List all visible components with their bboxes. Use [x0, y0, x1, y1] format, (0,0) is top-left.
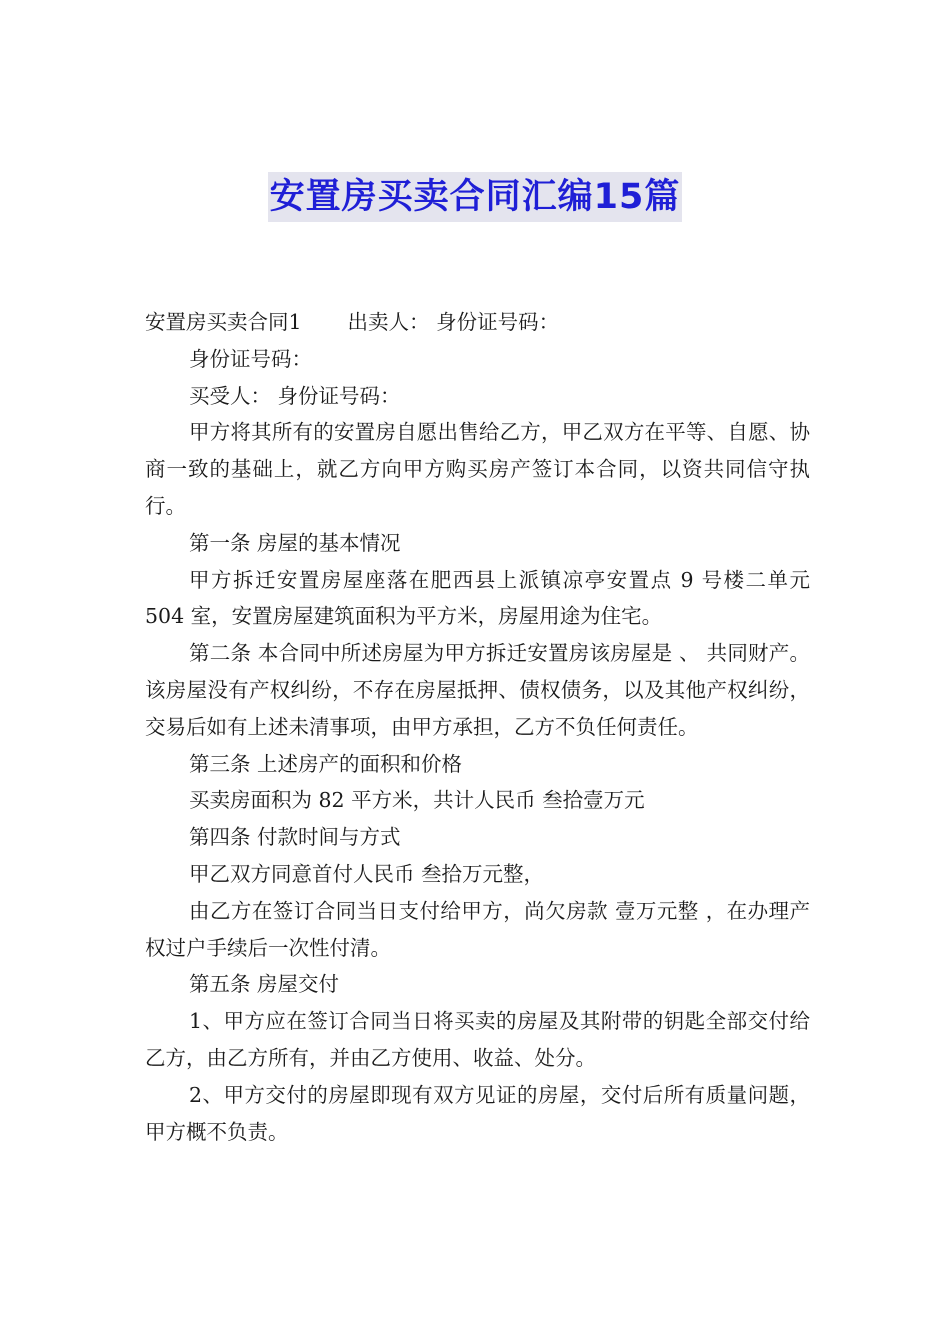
paragraph: 身份证号码： [189, 346, 312, 371]
paragraph: 甲方拆迁安置房屋座落在肥西县上派镇凉亭安置点 9 号楼二单元 504 室，安置房屋建筑面积为平方米，房屋用途为住宅。 [145, 567, 810, 629]
contract-heading-line [145, 304, 810, 341]
seller-id-label: 身份证号码： [436, 310, 560, 334]
paragraph: 买受人： 身份证号码： [189, 383, 401, 408]
section-heading: 第二条 本合同中所述房屋为甲方拆迁安置房该房屋是 、 共同财产。该房屋没有产权纠纷，不存在房屋抵押、债权债务，以及其他产权纠纷，交易后如有上述未清事项，由甲方承担，乙方不负任何责任。 [145, 641, 810, 739]
title-container [0, 172, 950, 222]
paragraph: 甲乙双方同意首付人民币 叁拾万元整， [189, 861, 545, 886]
section-heading: 第三条 上述房产的面积和价格 [189, 751, 463, 776]
contract-label: 安置房买卖合同1 [145, 310, 302, 334]
paragraph: 由乙方在签订合同当日支付给甲方，尚欠房款 壹万元整 ，在办理产权过户手续后一次性付清。 [145, 898, 810, 960]
paragraph: 买卖房面积为 82 平方米，共计人民币 叁拾壹万元 [189, 788, 645, 813]
paragraph: 2、甲方交付的房屋即现有双方见证的房屋，交付后所有质量问题，甲方概不负责。 [145, 1082, 810, 1144]
document-title: 安置房买卖合同汇编15篇 [268, 172, 683, 222]
section-heading: 第四条 付款时间与方式 [189, 825, 401, 850]
seller-label: 出卖人： [347, 310, 430, 334]
section-heading: 第五条 房屋交付 [189, 972, 340, 997]
paragraph: 1、甲方应在签订合同当日将买卖的房屋及其附带的钥匙全部交付给乙方，由乙方所有，并由乙方使用、收益、处分。 [145, 1009, 810, 1070]
document-body [145, 304, 810, 1150]
paragraph: 甲方将其所有的安置房自愿出售给乙方，甲乙双方在平等、自愿、协商一致的基础上，就乙方向甲方购买房产签订本合同，以资共同信守执行。 [145, 420, 810, 518]
section-heading: 第一条 房屋的基本情况 [189, 530, 401, 555]
